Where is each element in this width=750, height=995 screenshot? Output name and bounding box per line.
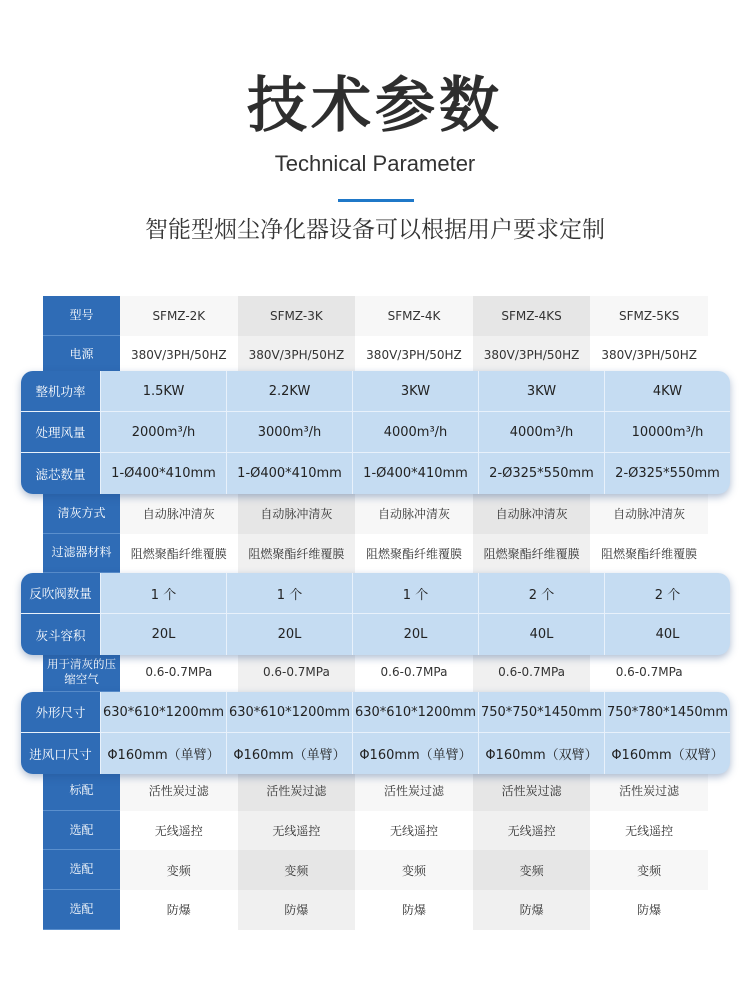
table-cell: 630*610*1200mm xyxy=(352,692,478,732)
table-cell: 0.6-0.7MPa xyxy=(120,652,238,692)
table-cell: SFMZ-4KS xyxy=(473,296,591,336)
table-cell: 变频 xyxy=(238,850,356,890)
table-cell: 10000m³/h xyxy=(604,412,730,452)
table-row xyxy=(43,890,708,930)
table-cell: 40L xyxy=(604,614,730,655)
table-cell: 1-Ø400*410mm xyxy=(226,453,352,494)
table-cell: 1 个 xyxy=(226,573,352,613)
row-label: 滤芯数量 xyxy=(21,453,100,494)
table-cell: 变频 xyxy=(355,850,473,890)
table-cell: 防爆 xyxy=(238,890,356,930)
table-row xyxy=(21,412,730,453)
table-cell: 0.6-0.7MPa xyxy=(590,652,708,692)
table-cell: 4KW xyxy=(604,371,730,411)
highlight-panel-dimensions xyxy=(21,692,730,774)
table-cell: 3000m³/h xyxy=(226,412,352,452)
table-cell: 活性炭过滤 xyxy=(238,771,356,811)
table-cell: 活性炭过滤 xyxy=(590,771,708,811)
table-row xyxy=(43,336,708,376)
table-cell: 2.2KW xyxy=(226,371,352,411)
row-label: 处理风量 xyxy=(21,412,100,452)
table-cell: 自动脉冲清灰 xyxy=(473,494,591,534)
highlight-panel-power xyxy=(21,371,730,494)
table-row xyxy=(43,771,708,811)
table-row xyxy=(21,453,730,494)
table-cell: 防爆 xyxy=(355,890,473,930)
table-cell: 自动脉冲清灰 xyxy=(120,494,238,534)
table-cell: 1-Ø400*410mm xyxy=(100,453,226,494)
table-cell: 变频 xyxy=(473,850,591,890)
table-row xyxy=(21,733,730,774)
table-cell: 2-Ø325*550mm xyxy=(478,453,604,494)
page-title: 技术参数 xyxy=(247,71,503,141)
table-cell: 380V/3PH/50HZ xyxy=(355,336,473,376)
table-cell: 阻燃聚酯纤维覆膜 xyxy=(355,534,473,574)
table-cell: 630*610*1200mm xyxy=(226,692,352,732)
table-cell: 2000m³/h xyxy=(100,412,226,452)
table-row xyxy=(43,652,708,692)
table-cell: 阻燃聚酯纤维覆膜 xyxy=(473,534,591,574)
table-cell: 380V/3PH/50HZ xyxy=(590,336,708,376)
table-cell: 0.6-0.7MPa xyxy=(473,652,591,692)
table-cell: 750*750*1450mm xyxy=(478,692,604,732)
table-cell: SFMZ-2K xyxy=(120,296,238,336)
title-divider xyxy=(338,199,414,202)
table-cell: SFMZ-4K xyxy=(355,296,473,336)
table-cell: 自动脉冲清灰 xyxy=(590,494,708,534)
table-cell: 活性炭过滤 xyxy=(473,771,591,811)
table-cell: 20L xyxy=(352,614,478,655)
table-cell: 1-Ø400*410mm xyxy=(352,453,478,494)
table-cell: Φ160mm（双臂） xyxy=(604,733,730,774)
table-cell: 4000m³/h xyxy=(478,412,604,452)
table-cell: 20L xyxy=(226,614,352,655)
table-cell: Φ160mm（双臂） xyxy=(478,733,604,774)
table-cell: 0.6-0.7MPa xyxy=(238,652,356,692)
table-cell: 750*780*1450mm xyxy=(604,692,730,732)
row-label: 整机功率 xyxy=(21,371,100,411)
table-cell: 变频 xyxy=(120,850,238,890)
row-label: 电源 xyxy=(43,336,120,376)
table-cell: 4000m³/h xyxy=(352,412,478,452)
table-cell: 无线遥控 xyxy=(238,811,356,851)
table-row xyxy=(21,371,730,412)
row-label: 选配 xyxy=(43,890,120,930)
table-cell: SFMZ-5KS xyxy=(590,296,708,336)
table-cell: 40L xyxy=(478,614,604,655)
table-cell: Φ160mm（单臂） xyxy=(352,733,478,774)
table-cell: 无线遥控 xyxy=(473,811,591,851)
table-cell: 1 个 xyxy=(352,573,478,613)
table-cell: 2 个 xyxy=(604,573,730,613)
table-cell: 380V/3PH/50HZ xyxy=(238,336,356,376)
table-cell: 防爆 xyxy=(120,890,238,930)
row-label: 标配 xyxy=(43,771,120,811)
table-cell: 1 个 xyxy=(100,573,226,613)
table-cell: 380V/3PH/50HZ xyxy=(473,336,591,376)
row-label: 灰斗容积 xyxy=(21,614,100,655)
table-cell: 2 个 xyxy=(478,573,604,613)
table-cell: 3KW xyxy=(478,371,604,411)
row-label: 选配 xyxy=(43,811,120,851)
table-cell: 自动脉冲清灰 xyxy=(355,494,473,534)
table-cell: 自动脉冲清灰 xyxy=(238,494,356,534)
table-cell: 3KW xyxy=(352,371,478,411)
table-cell: 无线遥控 xyxy=(355,811,473,851)
row-label: 用于清灰的压缩空气 xyxy=(43,652,120,692)
row-label: 选配 xyxy=(43,850,120,890)
table-cell: 630*610*1200mm xyxy=(100,692,226,732)
table-cell: 20L xyxy=(100,614,226,655)
table-row xyxy=(43,534,708,574)
row-label: 反吹阀数量 xyxy=(21,573,100,613)
row-label: 过滤器材料 xyxy=(43,534,120,574)
table-cell: 变频 xyxy=(590,850,708,890)
table-row xyxy=(21,573,730,614)
table-row xyxy=(43,811,708,851)
table-cell: 阻燃聚酯纤维覆膜 xyxy=(238,534,356,574)
table-cell: SFMZ-3K xyxy=(238,296,356,336)
table-cell: Φ160mm（单臂） xyxy=(226,733,352,774)
table-cell: 防爆 xyxy=(590,890,708,930)
tagline: 智能型烟尘净化器设备可以根据用户要求定制 xyxy=(145,217,605,243)
table-row xyxy=(21,614,730,655)
table-cell: 阻燃聚酯纤维覆膜 xyxy=(590,534,708,574)
table-cell: 2-Ø325*550mm xyxy=(604,453,730,494)
table-cell: 阻燃聚酯纤维覆膜 xyxy=(120,534,238,574)
table-cell: 无线遥控 xyxy=(120,811,238,851)
table-row xyxy=(43,494,708,534)
table-cell: 无线遥控 xyxy=(590,811,708,851)
table-cell: Φ160mm（单臂） xyxy=(100,733,226,774)
page-subtitle: Technical Parameter xyxy=(274,151,476,176)
table-cell: 0.6-0.7MPa xyxy=(355,652,473,692)
table-cell: 活性炭过滤 xyxy=(355,771,473,811)
table-cell: 380V/3PH/50HZ xyxy=(120,336,238,376)
table-cell: 防爆 xyxy=(473,890,591,930)
table-cell: 活性炭过滤 xyxy=(120,771,238,811)
row-label: 型号 xyxy=(43,296,120,336)
row-label: 清灰方式 xyxy=(43,494,120,534)
table-cell: 1.5KW xyxy=(100,371,226,411)
row-label: 进风口尺寸 xyxy=(21,733,100,774)
table-row xyxy=(43,296,708,336)
row-label: 外形尺寸 xyxy=(21,692,100,732)
table-row xyxy=(21,692,730,733)
highlight-panel-valve xyxy=(21,573,730,655)
table-row xyxy=(43,850,708,890)
